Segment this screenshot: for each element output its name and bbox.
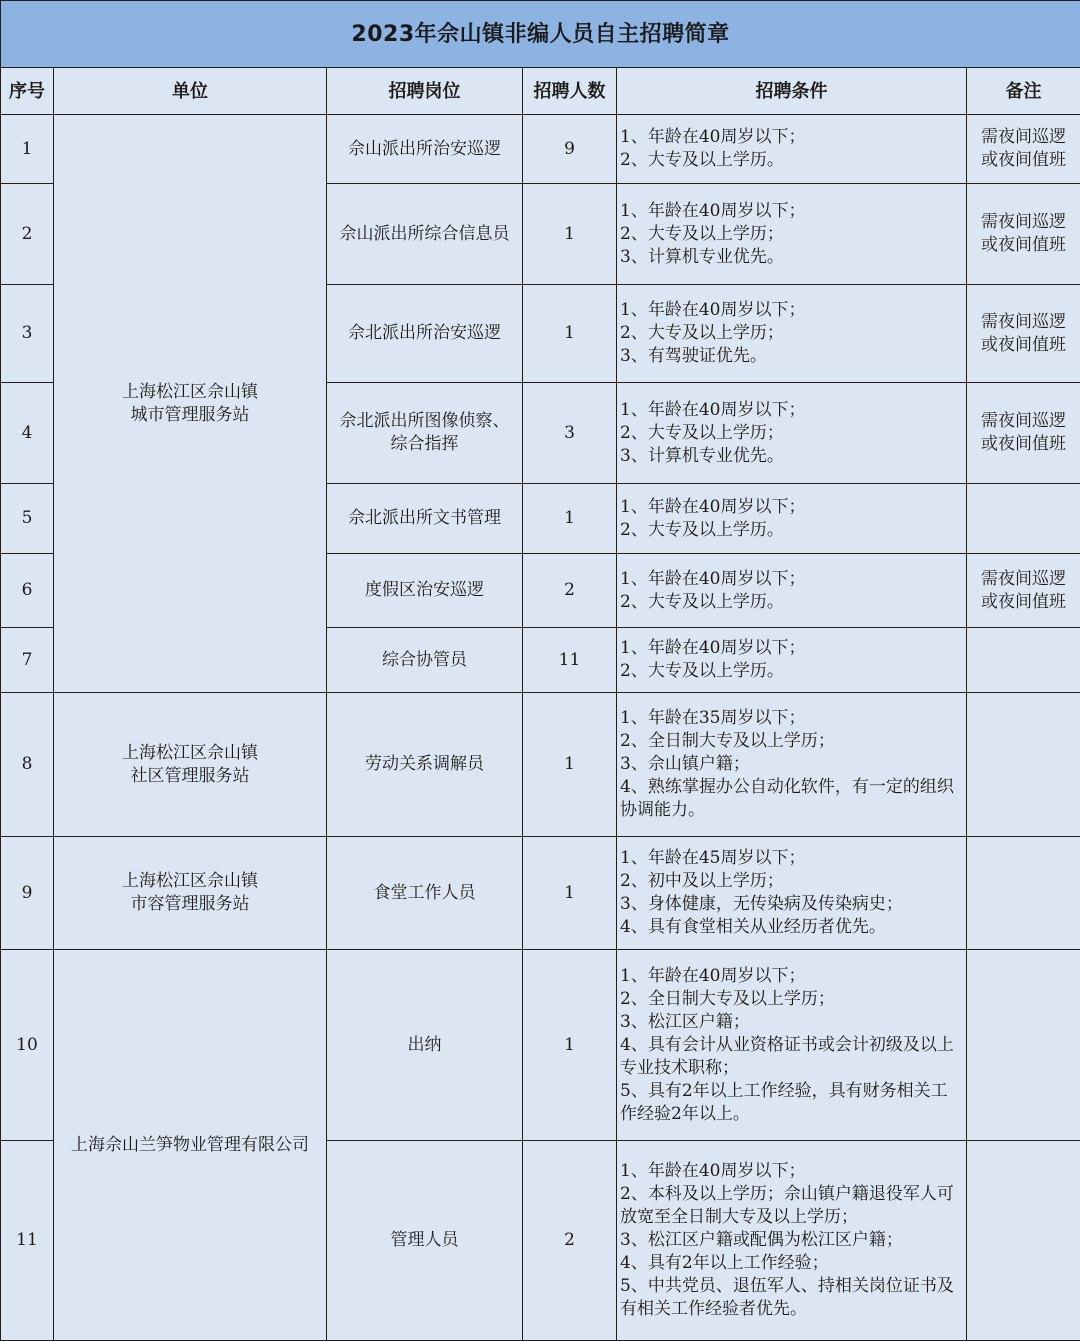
- unit-cell: 上海松江区佘山镇 社区管理服务站: [54, 693, 327, 837]
- condition-line: 1、年龄在40周岁以下；: [620, 496, 962, 519]
- condition-line: 1、年龄在40周岁以下；: [620, 126, 962, 149]
- count-cell: 3: [523, 383, 617, 484]
- unit-cell: 上海佘山兰笋物业管理有限公司: [54, 950, 327, 1341]
- table-row: [1, 115, 1080, 184]
- conditions-cell: [617, 184, 967, 285]
- condition-line: 3、身体健康，无传染病及传染病史；: [620, 893, 962, 916]
- post-cell: 劳动关系调解员: [327, 693, 523, 837]
- condition-line: 2、大专及以上学历。: [620, 660, 962, 683]
- count-cell: 9: [523, 115, 617, 184]
- condition-line: 3、有驾驶证优先。: [620, 345, 962, 368]
- note-cell: 需夜间巡逻 或夜间值班: [967, 383, 1080, 484]
- conditions-cell: [617, 693, 967, 837]
- note-cell: 需夜间巡逻 或夜间值班: [967, 554, 1080, 628]
- note-cell: [967, 693, 1080, 837]
- conditions-cell: [617, 837, 967, 950]
- table-row: [1, 837, 1080, 950]
- row-number: 4: [1, 383, 54, 484]
- condition-line: 2、大专及以上学历。: [620, 149, 962, 172]
- unit-cell: 上海松江区佘山镇 市容管理服务站: [54, 837, 327, 950]
- conditions-cell: [617, 950, 967, 1141]
- condition-line: 1、年龄在40周岁以下；: [620, 200, 962, 223]
- header-post: 招聘岗位: [327, 68, 523, 115]
- condition-line: 1、年龄在40周岁以下；: [620, 568, 962, 591]
- count-cell: 1: [523, 484, 617, 554]
- condition-line: 5、中共党员、退伍军人、持相关岗位证书及有相关工作经验者优先。: [620, 1275, 962, 1321]
- condition-line: 3、松江区户籍；: [620, 1011, 962, 1034]
- unit-cell: 上海松江区佘山镇 城市管理服务站: [54, 115, 327, 693]
- conditions-cell: [617, 628, 967, 693]
- row-number: 8: [1, 693, 54, 837]
- note-cell: [967, 484, 1080, 554]
- condition-line: 4、具有食堂相关从业经历者优先。: [620, 916, 962, 939]
- condition-line: 3、松江区户籍或配偶为松江区户籍；: [620, 1229, 962, 1252]
- header-conditions: 招聘条件: [617, 68, 967, 115]
- post-cell: 出纳: [327, 950, 523, 1141]
- post-cell: 食堂工作人员: [327, 837, 523, 950]
- post-cell: 佘北派出所治安巡逻: [327, 285, 523, 383]
- post-cell: 管理人员: [327, 1141, 523, 1341]
- condition-line: 1、年龄在40周岁以下；: [620, 1160, 962, 1183]
- conditions-cell: [617, 115, 967, 184]
- note-cell: [967, 628, 1080, 693]
- condition-line: 3、计算机专业优先。: [620, 445, 962, 468]
- condition-line: 5、具有2年以上工作经验，具有财务相关工作经验2年以上。: [620, 1080, 962, 1126]
- condition-line: 2、大专及以上学历。: [620, 519, 962, 542]
- condition-line: 1、年龄在40周岁以下；: [620, 299, 962, 322]
- conditions-cell: [617, 484, 967, 554]
- count-cell: 2: [523, 1141, 617, 1341]
- row-number: 3: [1, 285, 54, 383]
- condition-line: 1、年龄在40周岁以下；: [620, 965, 962, 988]
- conditions-cell: [617, 554, 967, 628]
- condition-line: 2、大专及以上学历；: [620, 223, 962, 246]
- count-cell: 11: [523, 628, 617, 693]
- conditions-cell: [617, 285, 967, 383]
- conditions-cell: [617, 1141, 967, 1341]
- header-no: 序号: [1, 68, 54, 115]
- condition-line: 1、年龄在40周岁以下；: [620, 399, 962, 422]
- header-note: 备注: [967, 68, 1080, 115]
- page-title: 2023年佘山镇非编人员自主招聘简章: [1, 1, 1080, 68]
- post-cell: 综合协管员: [327, 628, 523, 693]
- note-cell: [967, 837, 1080, 950]
- condition-line: 1、年龄在40周岁以下；: [620, 637, 962, 660]
- count-cell: 1: [523, 950, 617, 1141]
- row-number: 7: [1, 628, 54, 693]
- count-cell: 1: [523, 837, 617, 950]
- condition-line: 3、佘山镇户籍；: [620, 753, 962, 776]
- condition-line: 3、计算机专业优先。: [620, 246, 962, 269]
- count-cell: 1: [523, 285, 617, 383]
- table-row: [1, 693, 1080, 837]
- condition-line: 2、全日制大专及以上学历；: [620, 988, 962, 1011]
- row-number: 1: [1, 115, 54, 184]
- count-cell: 1: [523, 693, 617, 837]
- condition-line: 2、本科及以上学历；佘山镇户籍退役军人可放宽至全日制大专及以上学历；: [620, 1183, 962, 1229]
- note-cell: [967, 1141, 1080, 1341]
- post-cell: 度假区治安巡逻: [327, 554, 523, 628]
- post-cell: 佘山派出所综合信息员: [327, 184, 523, 285]
- condition-line: 2、大专及以上学历。: [620, 591, 962, 614]
- header-count: 招聘人数: [523, 68, 617, 115]
- row-number: 5: [1, 484, 54, 554]
- row-number: 9: [1, 837, 54, 950]
- condition-line: 1、年龄在35周岁以下；: [620, 707, 962, 730]
- condition-line: 2、大专及以上学历；: [620, 322, 962, 345]
- condition-line: 4、具有会计从业资格证书或会计初级及以上专业技术职称；: [620, 1034, 962, 1080]
- condition-line: 4、熟练掌握办公自动化软件，有一定的组织协调能力。: [620, 776, 962, 822]
- row-number: 11: [1, 1141, 54, 1341]
- post-cell: 佘北派出所文书管理: [327, 484, 523, 554]
- condition-line: 2、大专及以上学历；: [620, 422, 962, 445]
- note-cell: 需夜间巡逻 或夜间值班: [967, 285, 1080, 383]
- note-cell: 需夜间巡逻 或夜间值班: [967, 184, 1080, 285]
- row-number: 10: [1, 950, 54, 1141]
- condition-line: 4、具有2年以上工作经验；: [620, 1252, 962, 1275]
- row-number: 6: [1, 554, 54, 628]
- table-row: [1, 950, 1080, 1141]
- condition-line: 1、年龄在45周岁以下；: [620, 847, 962, 870]
- post-cell: 佘山派出所治安巡逻: [327, 115, 523, 184]
- row-number: 2: [1, 184, 54, 285]
- condition-line: 2、初中及以上学历；: [620, 870, 962, 893]
- note-cell: 需夜间巡逻 或夜间值班: [967, 115, 1080, 184]
- count-cell: 2: [523, 554, 617, 628]
- count-cell: 1: [523, 184, 617, 285]
- note-cell: [967, 950, 1080, 1141]
- header-unit: 单位: [54, 68, 327, 115]
- condition-line: 2、全日制大专及以上学历；: [620, 730, 962, 753]
- post-cell: 佘北派出所图像侦察、 综合指挥: [327, 383, 523, 484]
- conditions-cell: [617, 383, 967, 484]
